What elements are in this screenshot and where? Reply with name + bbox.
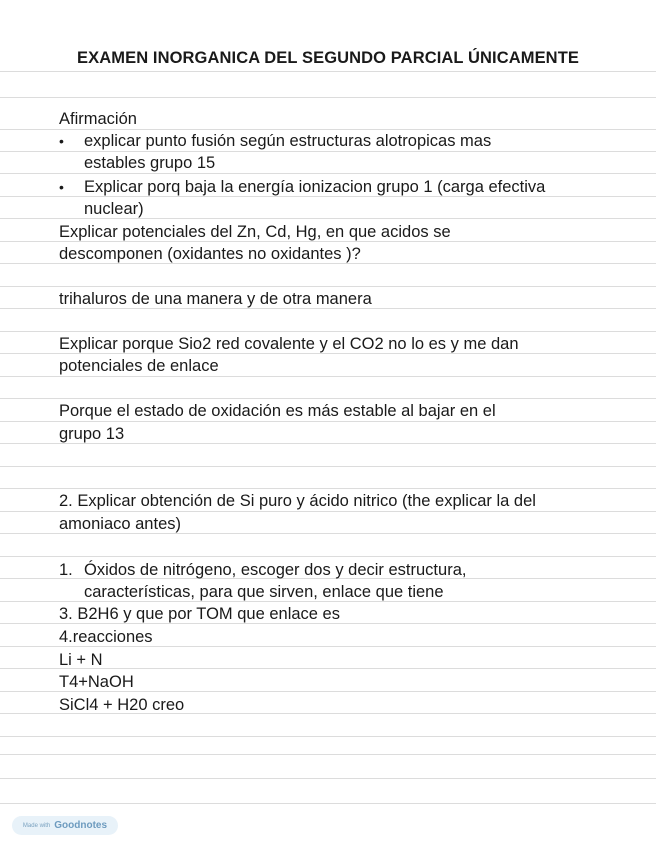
ruled-line [0,754,656,755]
line-potenciales-2: descomponen (oxidantes no oxidantes )? [59,245,361,263]
ruled-line [0,736,656,737]
ruled-line [0,286,656,287]
ruled-line [0,778,656,779]
ruled-line [0,421,656,422]
badge-made-with: Made with [22,822,51,829]
ruled-line [0,151,656,152]
ruled-line [0,331,656,332]
line-reaction-1: Li + N [59,651,103,669]
ruled-line [0,511,656,512]
line-afirmacion: Afirmación [59,110,137,128]
bullet-icon: • [59,179,64,195]
line-reaction-2: T4+NaOH [59,673,134,691]
line-question-1-2: características, para que sirven, enlace que tiene [84,583,444,601]
ruled-line [0,803,656,804]
line-trihaluros: trihaluros de una manera y de otra manera [59,290,372,308]
ruled-line [0,129,656,130]
page-title: EXAMEN INORGANICA DEL SEGUNDO PARCIAL ÚNICAMENTE [77,49,579,67]
ruled-line [0,173,656,174]
ruled-line [0,556,656,557]
line-oxidacion-2: grupo 13 [59,425,125,443]
line-question-3: 3. B2H6 y que por TOM que enlace es [59,605,340,623]
ruled-line [0,398,656,399]
line-reaction-3: SiCl4 + H20 creo [59,696,185,714]
ruled-line [0,466,656,467]
bullet-icon: • [59,133,64,149]
line-sio2-2: potenciales de enlace [59,357,219,375]
bullet-item-1-line-1: explicar punto fusión según estructuras alotropicas mas [84,132,492,150]
goodnotes-badge [12,816,118,835]
line-question-2-2: amoniaco antes) [59,515,181,533]
line-question-4: 4.reacciones [59,628,153,646]
ruled-line [0,97,656,98]
bullet-item-2-line-2: nuclear) [84,200,144,218]
line-question-1-1: Óxidos de nitrógeno, escoger dos y decir estructura, [84,561,467,579]
line-potenciales-1: Explicar potenciales del Zn, Cd, Hg, en que acidos se [59,223,451,241]
line-sio2-1: Explicar porque Sio2 red covalente y el CO2 no lo es y me dan [59,335,519,353]
bullet-item-1-line-2: estables grupo 15 [84,154,216,172]
badge-brand: Goodnotes [54,820,108,831]
line-oxidacion-1: Porque el estado de oxidación es más estable al bajar en el [59,402,496,420]
question-1-number: 1. [59,561,73,579]
ruled-line [0,488,656,489]
ruled-line [0,376,656,377]
bullet-item-2-line-1: Explicar porq baja la energía ionizacion grupo 1 (carga efectiva [84,178,546,196]
ruled-line [0,71,656,72]
line-question-2-1: 2. Explicar obtención de Si puro y ácido nitrico (the explicar la del [59,492,536,510]
